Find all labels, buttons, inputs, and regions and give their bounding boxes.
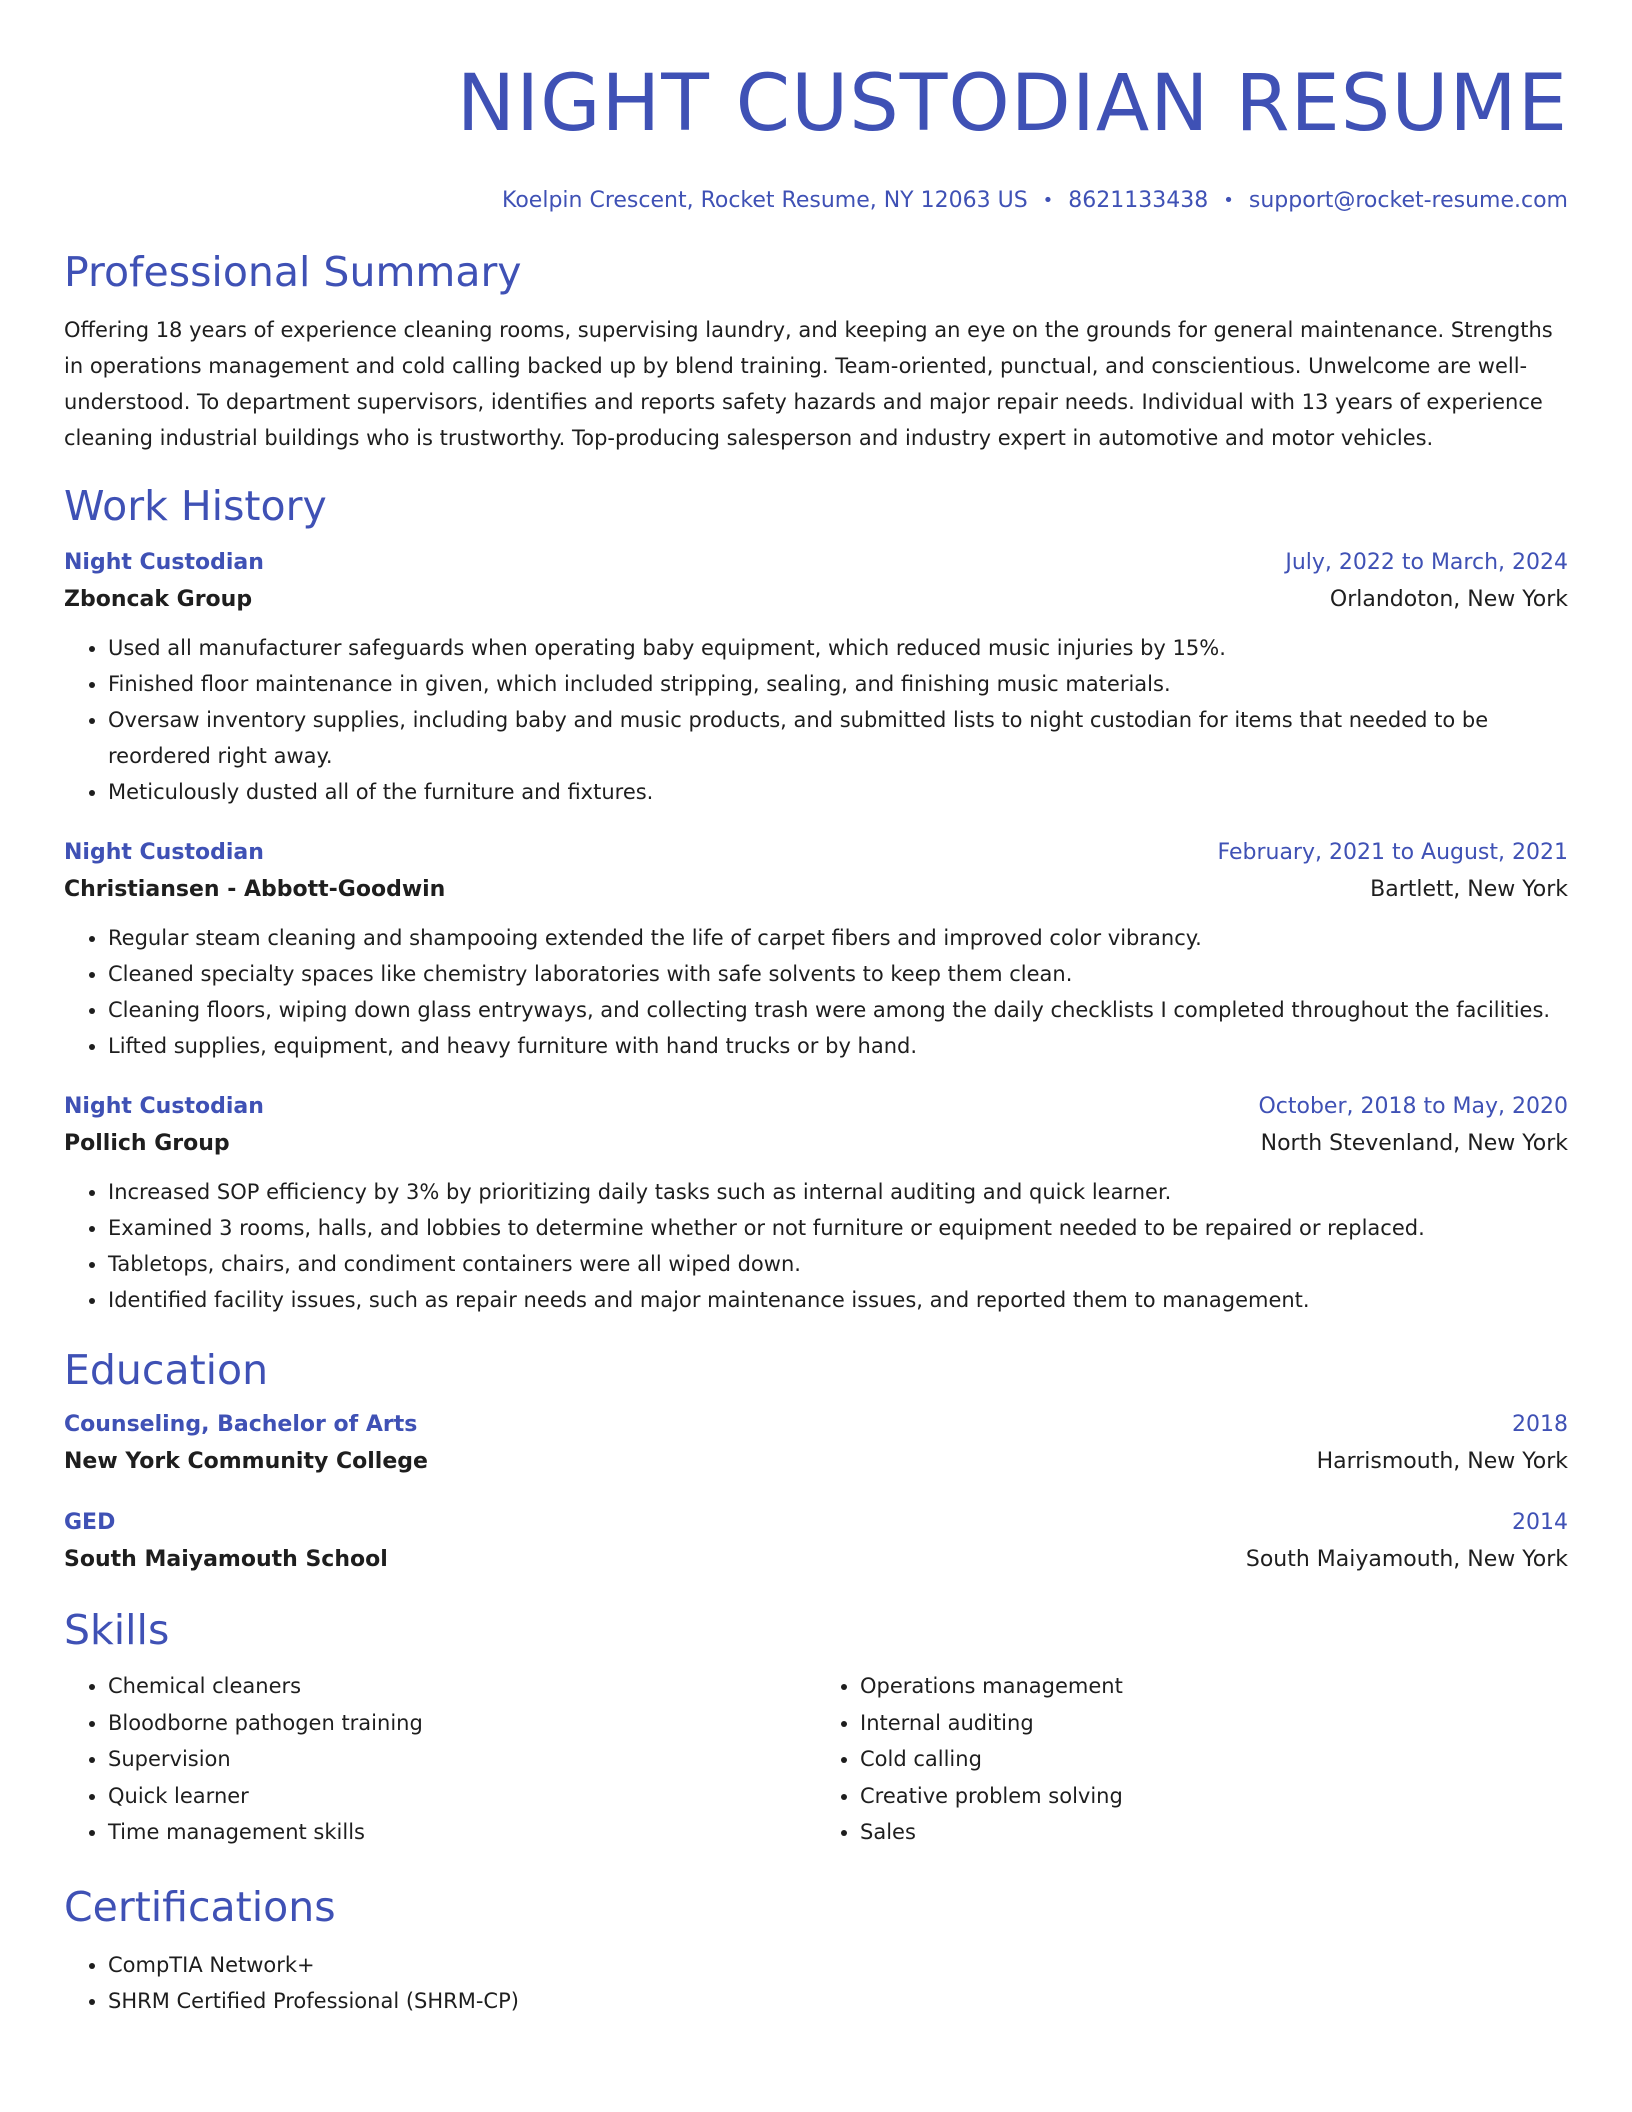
job-location: North Stevenland, New York [1260,1131,1568,1156]
education-degree: Counseling, Bachelor of Arts [64,1412,418,1437]
certification-item: • SHRM Certified Professional (SHRM-CP) [108,1983,1568,2019]
skill-item: • Operations management [860,1668,1568,1705]
bullet-separator-icon: • [1223,190,1234,211]
certification-item: • CompTIA Network+ [108,1947,1568,1983]
contact-phone[interactable]: 8621133438 [1068,188,1209,213]
skill-item: • Cold calling [860,1741,1568,1778]
list-item: • Increased SOP efficiency by 3% by prioritizing daily tasks such as internal auditing and quick learner. [108,1174,1568,1210]
skill-item: • Chemical cleaners [108,1668,816,1705]
list-item: • Finished floor maintenance in given, which included stripping, sealing, and finishing music materials. [108,666,1568,702]
list-item: • Cleaned specialty spaces like chemistry laboratories with safe solvents to keep them clean. [108,956,1568,992]
job-role: Night Custodian [64,1094,264,1119]
job-bullets [64,920,1568,1064]
summary-heading: Professional Summary [64,248,522,296]
skill-item: • Quick learner [108,1778,816,1815]
bullet-separator-icon: • [1042,190,1054,211]
list-item: • Regular steam cleaning and shampooing extended the life of carpet fibers and improved color vibrancy. [108,920,1568,956]
contact-address: Koelpin Crescent, Rocket Resume, NY 12063 US [502,188,1028,213]
list-item: • Tabletops, chairs, and condiment containers were all wiped down. [108,1246,1568,1282]
education-year: 2014 [1512,1510,1568,1535]
job-role: Night Custodian [64,550,264,575]
job-location: Bartlett, New York [1370,877,1568,902]
education-entry [64,1506,1568,1580]
list-item: • Lifted supplies, equipment, and heavy furniture with hand trucks or by hand. [108,1028,1568,1064]
resume-title: NIGHT CUSTODIAN RESUME [456,59,1568,149]
skill-item: • Sales [860,1814,1568,1851]
certifications-list [64,1947,1568,2019]
skills-heading: Skills [64,1606,170,1654]
job-entry [64,546,1568,810]
education-entry [64,1408,1568,1482]
skill-item: • Bloodborne pathogen training [108,1705,816,1742]
skill-item: • Creative problem solving [860,1778,1568,1815]
skills-list-left [64,1668,816,1851]
summary-text: Offering 18 years of experience cleaning rooms, supervising laundry, and keeping an eye on the grounds for general maintenance. Strengths in operations management and cold calling backed up by blend training. Team-oriented, punctual, and conscientious. Unwelcome are well-understood. To department supervisors, identifies and reports safety hazards and major repair needs. Individual with 13 years of experience cleaning industrial buildings who is trustworthy. Top-producing salesperson and industry expert in automotive and motor vehicles. [64,318,1553,450]
skill-item: • Supervision [108,1741,816,1778]
education-location: South Maiyamouth, New York [1245,1547,1568,1572]
list-item: • Examined 3 rooms, halls, and lobbies to determine whether or not furniture or equipment needed to be repaired or replaced. [108,1210,1568,1246]
job-role: Night Custodian [64,840,264,865]
education-location: Harrismouth, New York [1316,1449,1568,1474]
skills-list-right [816,1668,1568,1851]
list-item: • Identified facility issues, such as repair needs and major maintenance issues, and reported them to management. [108,1282,1568,1318]
job-bullets [64,630,1568,810]
skills-grid [64,1668,1568,1851]
job-location: Orlandoton, New York [1329,587,1568,612]
list-item: • Meticulously dusted all of the furniture and fixtures. [108,774,1568,810]
education-year: 2018 [1512,1412,1568,1437]
list-item: • Used all manufacturer safeguards when operating baby equipment, which reduced music injuries by 15%. [108,630,1568,666]
job-bullets [64,1174,1568,1318]
skill-item: • Internal auditing [860,1705,1568,1742]
job-entry [64,836,1568,1064]
education-school: New York Community College [64,1449,428,1474]
work-history-heading: Work History [64,482,327,530]
job-dates: February, 2021 to August, 2021 [1217,840,1568,865]
contact-line [64,186,1568,216]
job-dates: July, 2022 to March, 2024 [1285,550,1568,575]
education-school: South Maiyamouth School [64,1547,388,1572]
contact-email[interactable]: support@rocket-resume.com [1248,188,1568,213]
list-item: • Cleaning floors, wiping down glass entryways, and collecting trash were among the daily checklists I completed throughout the facilities. [108,992,1568,1028]
job-company: Christiansen - Abbott-Goodwin [64,877,446,902]
skill-item: • Time management skills [108,1814,816,1851]
job-entry [64,1090,1568,1318]
certifications-heading: Certifications [64,1882,336,1931]
education-degree: GED [64,1510,116,1535]
list-item: • Oversaw inventory supplies, including baby and music products, and submitted lists to night custodian for items that needed to be reordered right away. [108,702,1568,774]
job-company: Pollich Group [64,1131,230,1156]
education-heading: Education [64,1346,269,1394]
job-dates: October, 2018 to May, 2020 [1258,1094,1568,1119]
job-company: Zboncak Group [64,587,253,612]
